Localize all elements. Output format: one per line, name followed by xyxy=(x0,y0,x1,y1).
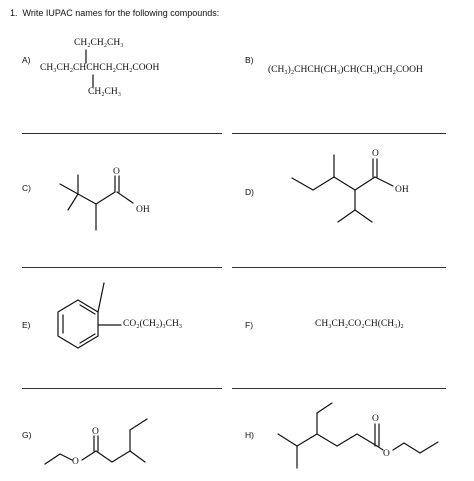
compound-a-bottom-group: CH₂CH₃ xyxy=(88,87,122,97)
label-a: A) xyxy=(22,55,31,65)
compound-a-bonds xyxy=(86,50,93,87)
compound-e-substituent: CO₂(CH₂)₃CH₃ xyxy=(123,319,183,329)
compound-c-skeleton xyxy=(60,167,150,230)
label-b: B) xyxy=(245,55,254,65)
compound-e-skeleton xyxy=(58,283,121,348)
label-f: F) xyxy=(245,320,254,330)
compound-a-top-group: CH₂CH₂CH₃ xyxy=(74,38,124,48)
compound-f-formula: CH₃CH₂CO₂CH(CH₃)₂ xyxy=(315,319,404,329)
compound-d-atom-o: O xyxy=(372,149,379,159)
compound-h-atom-o-carbonyl: O xyxy=(372,414,379,424)
compound-g-atom-o-carbonyl: O xyxy=(92,427,99,437)
compound-b-formula: (CH₃)₂CHCH(CH₃)CH(CH₃)CH₂COOH xyxy=(268,65,423,75)
label-e: E) xyxy=(22,320,31,330)
compound-c-atom-oh: OH xyxy=(136,205,150,215)
compound-h-atom-o-ester: O xyxy=(383,449,390,459)
question-number: 1. xyxy=(10,8,18,18)
compound-g-atom-o-ester: O xyxy=(72,457,79,467)
compound-h-skeleton xyxy=(278,403,438,468)
label-h: H) xyxy=(245,430,254,440)
question-text: Write IUPAC names for the following compounds: xyxy=(22,8,220,18)
compound-c-atom-o: O xyxy=(113,167,120,177)
label-g: G) xyxy=(22,430,32,440)
compound-d-skeleton xyxy=(292,149,409,222)
label-d: D) xyxy=(245,187,254,197)
compound-g-skeleton xyxy=(45,419,147,467)
compound-a-main-chain: CH₃CH₂CHCHCH₂CH₂COOH xyxy=(40,63,160,73)
label-c: C) xyxy=(22,183,31,193)
compound-d-atom-oh: OH xyxy=(395,185,409,195)
